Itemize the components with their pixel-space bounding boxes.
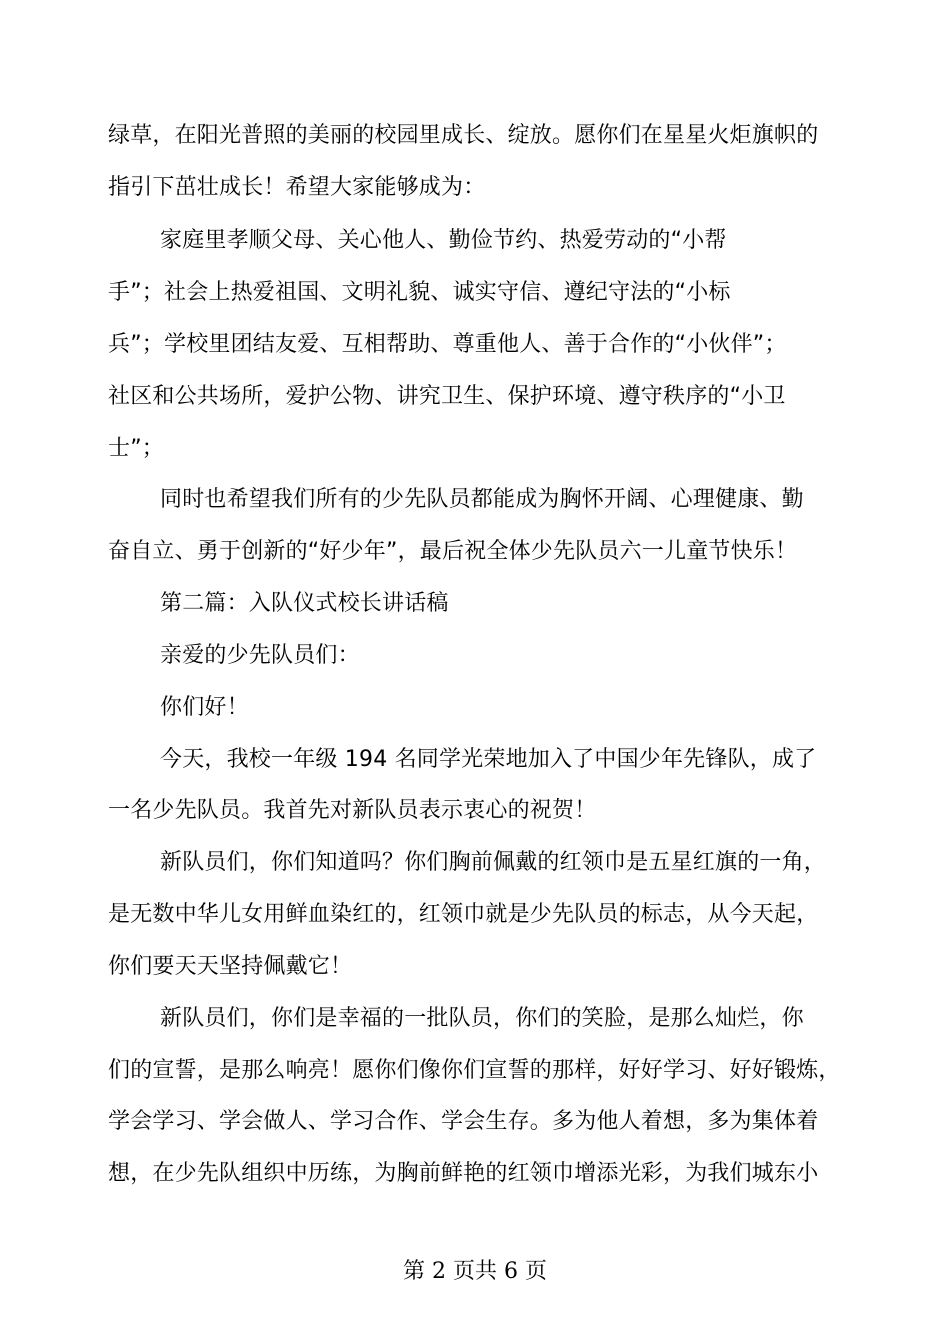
greeting: 你们好！ <box>160 695 249 720</box>
text-line-8: 同时也希望我们所有的少先队员都能成为胸怀开阔、心理健康、勤 <box>160 487 804 512</box>
text-line-7: 士”； <box>108 436 164 461</box>
text-line-4: 手”；社会上热爱祖国、文明礼貌、诚实守信、遵纪守法的“小标 <box>108 280 731 305</box>
text-line-17: 你们要天天坚持佩戴它！ <box>108 954 353 979</box>
text-line-2: 指引下茁壮成长！希望大家能够成为： <box>108 175 486 200</box>
text-line-6: 社区和公共场所，爱护公物、讲究卫生、保护环境、遵守秩序的“小卫 <box>108 384 786 409</box>
text-line-18: 新队员们，你们是幸福的一批队员，你们的笑脸，是那么灿烂，你 <box>160 1006 804 1031</box>
text-line-21: 想，在少先队组织中历练，为胸前鲜艳的红领巾增添光彩，为我们城东小 <box>108 1161 819 1186</box>
text-line-5: 兵”；学校里团结友爱、互相帮助、尊重他人、善于合作的“小伙伴”； <box>108 332 787 357</box>
salutation: 亲爱的少先队员们： <box>160 643 360 668</box>
text-line-19: 们的宣誓，是那么响亮！愿你们像你们宣誓的那样，好好学习、好好锻炼， <box>108 1058 841 1083</box>
page-number-footer: 第 2 页共 6 页 <box>403 1259 547 1284</box>
section-heading: 第二篇：入队仪式校长讲话稿 <box>160 591 449 616</box>
text-line-20: 学会学习、学会做人、学习合作、学会生存。多为他人着想，多为集体着 <box>108 1109 819 1134</box>
text-line-9: 奋自立、勇于创新的“好少年”，最后祝全体少先队员六一儿童节快乐！ <box>108 539 798 564</box>
text-line-1: 绿草，在阳光普照的美丽的校园里成长、绽放。愿你们在星星火炬旗帜的 <box>108 123 819 148</box>
text-line-16: 是无数中华儿女用鲜血染红的，红领巾就是少先队员的标志，从今天起， <box>108 902 819 927</box>
text-line-3: 家庭里孝顺父母、关心他人、勤俭节约、热爱劳动的“小帮 <box>160 228 727 253</box>
text-line-14: 一名少先队员。我首先对新队员表示衷心的祝贺！ <box>108 798 597 823</box>
text-line-13: 今天，我校一年级 194 名同学光荣地加入了中国少年先锋队，成了 <box>160 747 817 772</box>
text-line-15: 新队员们，你们知道吗？你们胸前佩戴的红领巾是五星红旗的一角， <box>160 850 827 875</box>
